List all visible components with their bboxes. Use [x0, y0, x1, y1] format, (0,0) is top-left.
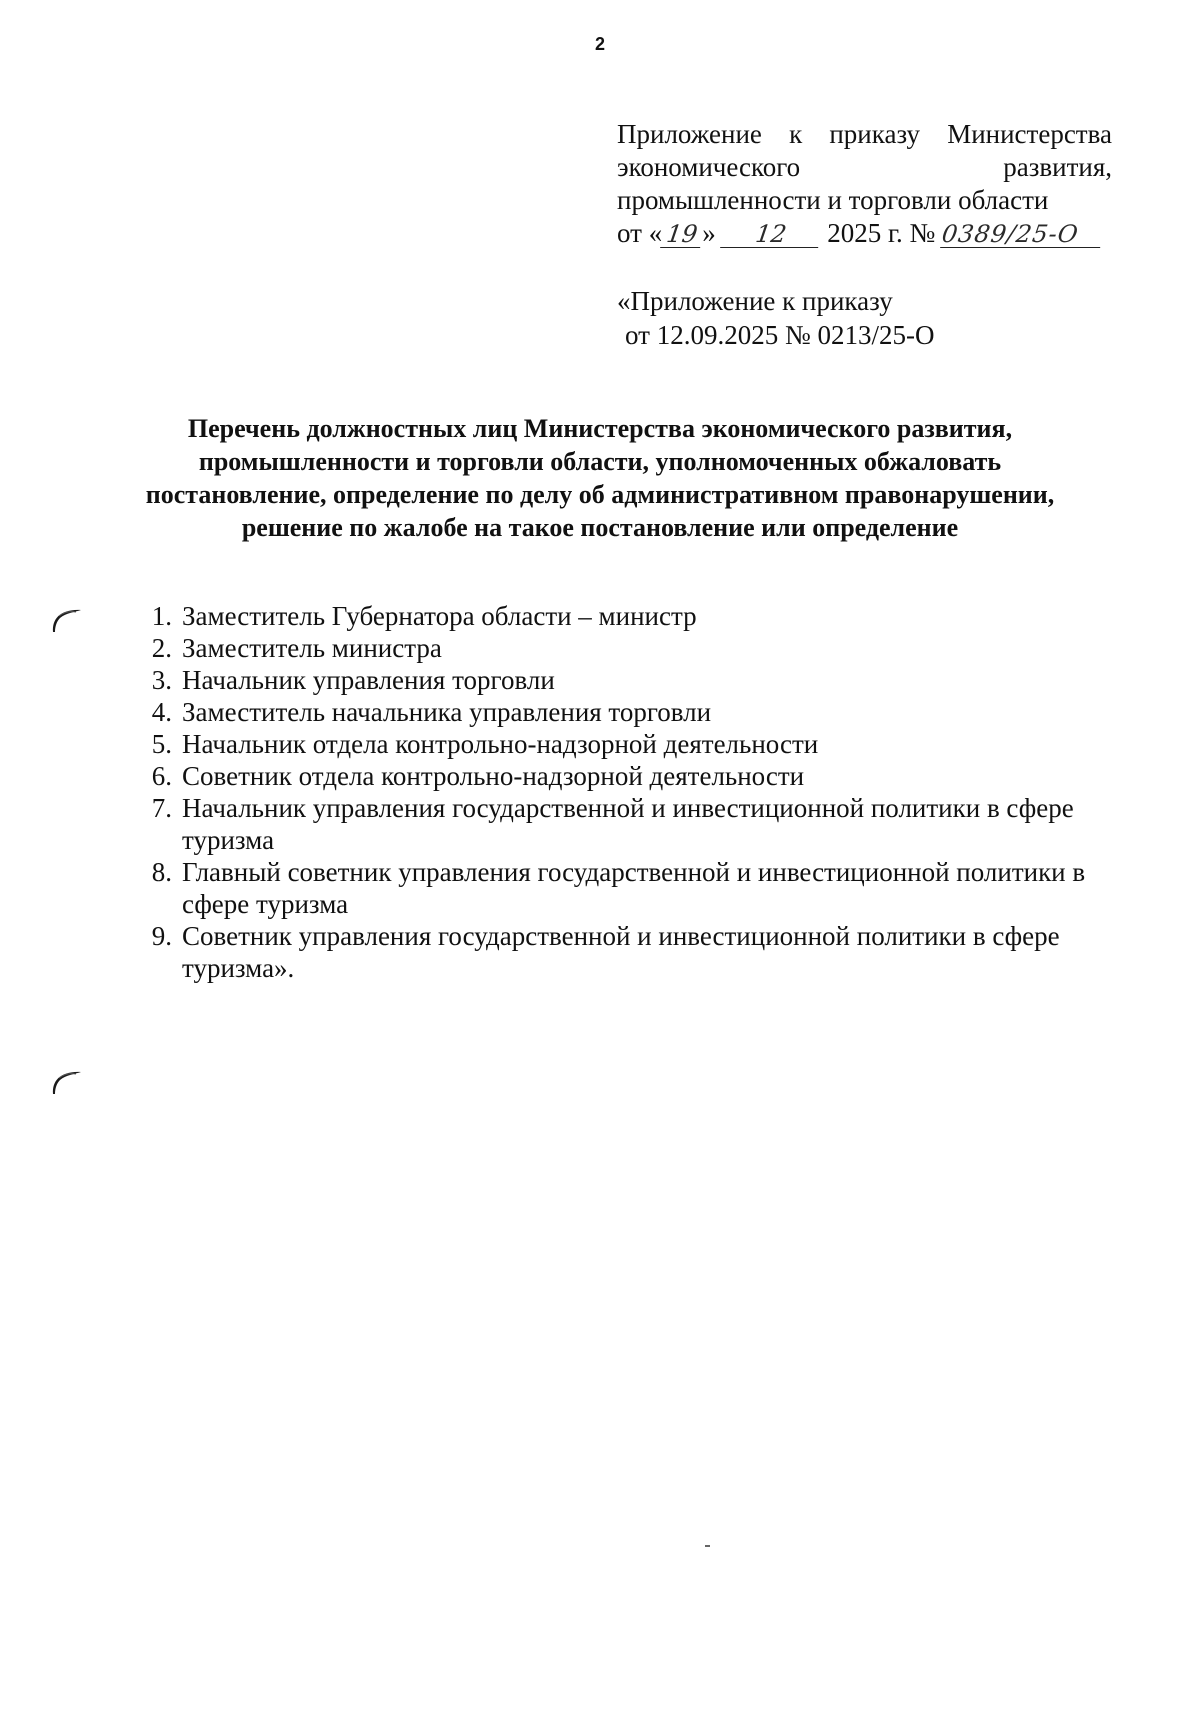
- list-item-text: Начальник отдела контрольно-надзорной деятельности: [182, 729, 819, 759]
- list-item-text: Советник управления государственной и инвестиционной политики в сфере туризма».: [182, 921, 1060, 983]
- appendix-line-1: Приложение к приказу Министерства: [617, 119, 1112, 149]
- list-item: [126, 664, 1126, 696]
- list-item-text: Заместитель министра: [182, 633, 442, 663]
- appendix-line-2: [617, 151, 1112, 184]
- punch-hole-mark-icon: [50, 604, 84, 634]
- appendix-date-line: [617, 217, 1112, 250]
- appendix-line-2-left: экономического: [617, 152, 801, 182]
- punch-hole-mark-icon: [50, 1066, 84, 1096]
- list-item: [126, 920, 1126, 984]
- title-line-4: решение по жалобе на такое постановление или определение: [241, 513, 959, 542]
- list-item-text: Начальник управления торговли: [182, 665, 555, 695]
- list-item-number: 2.: [151, 633, 172, 663]
- list-item: [126, 600, 1126, 632]
- list-item: [126, 760, 1126, 792]
- list-item-text: Заместитель начальника управления торговли: [182, 697, 712, 727]
- list-item-text: Главный советник управления государственной и инвестиционной политики в сфере туризма: [182, 857, 1086, 919]
- handwritten-month: 12: [721, 221, 823, 248]
- date-year: 2025 г. №: [827, 218, 936, 248]
- list-item-number: 6.: [151, 761, 172, 791]
- appendix-header: [617, 118, 1112, 250]
- list-item-text: Советник отдела контрольно-надзорной деятельности: [182, 761, 805, 791]
- list-item: [126, 792, 1126, 856]
- list-item: [126, 856, 1126, 920]
- list-item-number: 5.: [151, 729, 172, 759]
- list-item: [126, 696, 1126, 728]
- appendix-line-3: промышленности и торговли области: [617, 185, 1049, 215]
- list-item-text: Начальник управления государственной и инвестиционной политики в сфере туризма: [182, 793, 1074, 855]
- list-item-number: 4.: [151, 697, 172, 727]
- officials-list: [126, 600, 1126, 984]
- scan-speck-icon: [705, 1545, 710, 1548]
- list-item-number: 7.: [151, 793, 172, 823]
- date-prefix: от «: [617, 218, 663, 248]
- list-item: [126, 728, 1126, 760]
- list-item-number: 3.: [151, 665, 172, 695]
- title-line-1: Перечень должностных лиц Министерства экономического развития,: [187, 414, 1013, 443]
- list-item: [126, 632, 1126, 664]
- list-item-number: 8.: [151, 857, 172, 887]
- handwritten-day: 19: [660, 221, 704, 248]
- quote-line-1: «Приложение к приказу: [617, 286, 893, 316]
- previous-order-reference: [617, 284, 934, 352]
- list-item-number: 9.: [151, 921, 172, 951]
- appendix-line-2-right: развития,: [1003, 152, 1112, 182]
- title-line-2: промышленности и торговли области, уполномоченных обжаловать: [198, 447, 1002, 476]
- document-title: [80, 412, 1120, 544]
- handwritten-order-number: 0389/25-О: [940, 221, 1104, 248]
- page-number: 2: [594, 34, 605, 54]
- date-mid: »: [702, 218, 716, 248]
- title-line-3: постановление, определение по делу об административном правонарушении,: [145, 480, 1055, 509]
- list-item-text: Заместитель Губернатора области – министр: [182, 601, 697, 631]
- list-item-number: 1.: [151, 601, 172, 631]
- quote-line-2: от 12.09.2025 № 0213/25-О: [625, 320, 935, 350]
